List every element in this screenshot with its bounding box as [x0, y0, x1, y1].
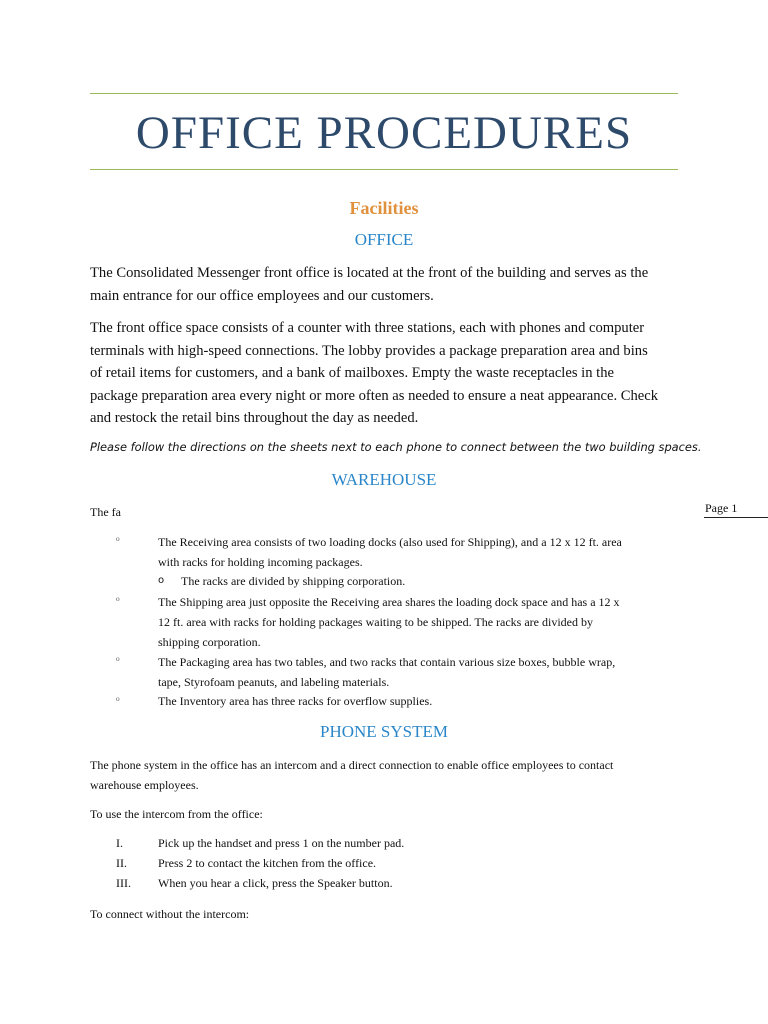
step-text: Pick up the handset and press 1 on the number pad. — [158, 836, 405, 850]
text-line: of retail items for customers, and a bank of mailboxes. Empty the waste receptacles in the — [90, 365, 614, 382]
step-number: III. — [116, 876, 131, 890]
list-item-line: The Inventory area has three racks for overflow supplies. — [158, 694, 433, 708]
bullet-icon: ⁰ — [116, 696, 120, 706]
bullet-icon: ⁰ — [116, 656, 120, 666]
bullet-icon: ⁰ — [116, 596, 120, 606]
step-number: I. — [116, 836, 123, 850]
sub-list-item: The racks are divided by shipping corporation. — [181, 574, 406, 588]
text-line: warehouse employees. — [90, 778, 199, 792]
page-label: Page 1 — [705, 501, 738, 515]
text-line: The front office space consists of a counter with three stations, each with phones and computer — [90, 320, 645, 336]
heading-warehouse: WAREHOUSE — [331, 470, 437, 489]
text-line: The phone system in the office has an intercom and a direct connection to enable office employees to contact — [90, 758, 614, 772]
heading-phone-system: PHONE SYSTEM — [320, 722, 448, 741]
list-item-line: shipping corporation. — [158, 635, 261, 649]
list-item-line: The Receiving area consists of two loading docks (also used for Shipping), and a 12 x 12 ft. area — [158, 535, 622, 549]
section-heading-facilities: Facilities — [349, 198, 419, 218]
office-note: Please follow the directions on the sheets next to each phone to connect between the two building spaces. — [90, 440, 702, 454]
list-item — [158, 532, 678, 572]
list-item-line: tape, Styrofoam peanuts, and labeling materials. — [158, 675, 390, 689]
sub-bullet-icon: o — [158, 575, 165, 586]
bullet-icon: ⁰ — [116, 536, 120, 546]
heading-office: OFFICE — [354, 230, 414, 249]
step-text: Press 2 to contact the kitchen from the office. — [158, 856, 377, 870]
title-rule-top — [90, 93, 678, 94]
text-line: and restock the retail bins throughout the day as needed. — [90, 410, 419, 427]
warehouse-intro: The fa — [90, 505, 121, 519]
step-text: When you hear a click, press the Speaker button. — [158, 876, 393, 890]
intercom-intro: To use the intercom from the office: — [90, 807, 263, 821]
list-item-line: with racks for holding incoming packages. — [158, 555, 363, 569]
list-item — [158, 652, 678, 692]
text-line: main entrance for our office employees and our customers. — [90, 287, 434, 304]
text-line: The Consolidated Messenger front office is located at the front of the building and serves as the — [90, 265, 649, 281]
step-number: II. — [116, 856, 127, 870]
list-item-line: The Packaging area has two tables, and two racks that contain various size boxes, bubble wrap, — [158, 655, 616, 669]
text-line: terminals with high-speed connections. The lobby provides a package preparation area and bins — [90, 342, 648, 359]
no-intercom-intro: To connect without the intercom: — [90, 907, 250, 921]
list-item — [158, 592, 678, 652]
page-label-underline — [704, 517, 768, 518]
text-line: package preparation area every night or more often as needed to ensure a neat appearance. Check — [90, 387, 659, 404]
list-item — [158, 691, 678, 711]
list-item-line: 12 ft. area with racks for holding packages waiting to be shipped. The racks are divided by — [158, 615, 593, 629]
page-title: OFFICE PROCEDURES — [135, 107, 633, 159]
title-rule-bottom — [90, 169, 678, 170]
list-item-line: The Shipping area just opposite the Receiving area shares the loading dock space and has a 12 x — [158, 595, 620, 609]
